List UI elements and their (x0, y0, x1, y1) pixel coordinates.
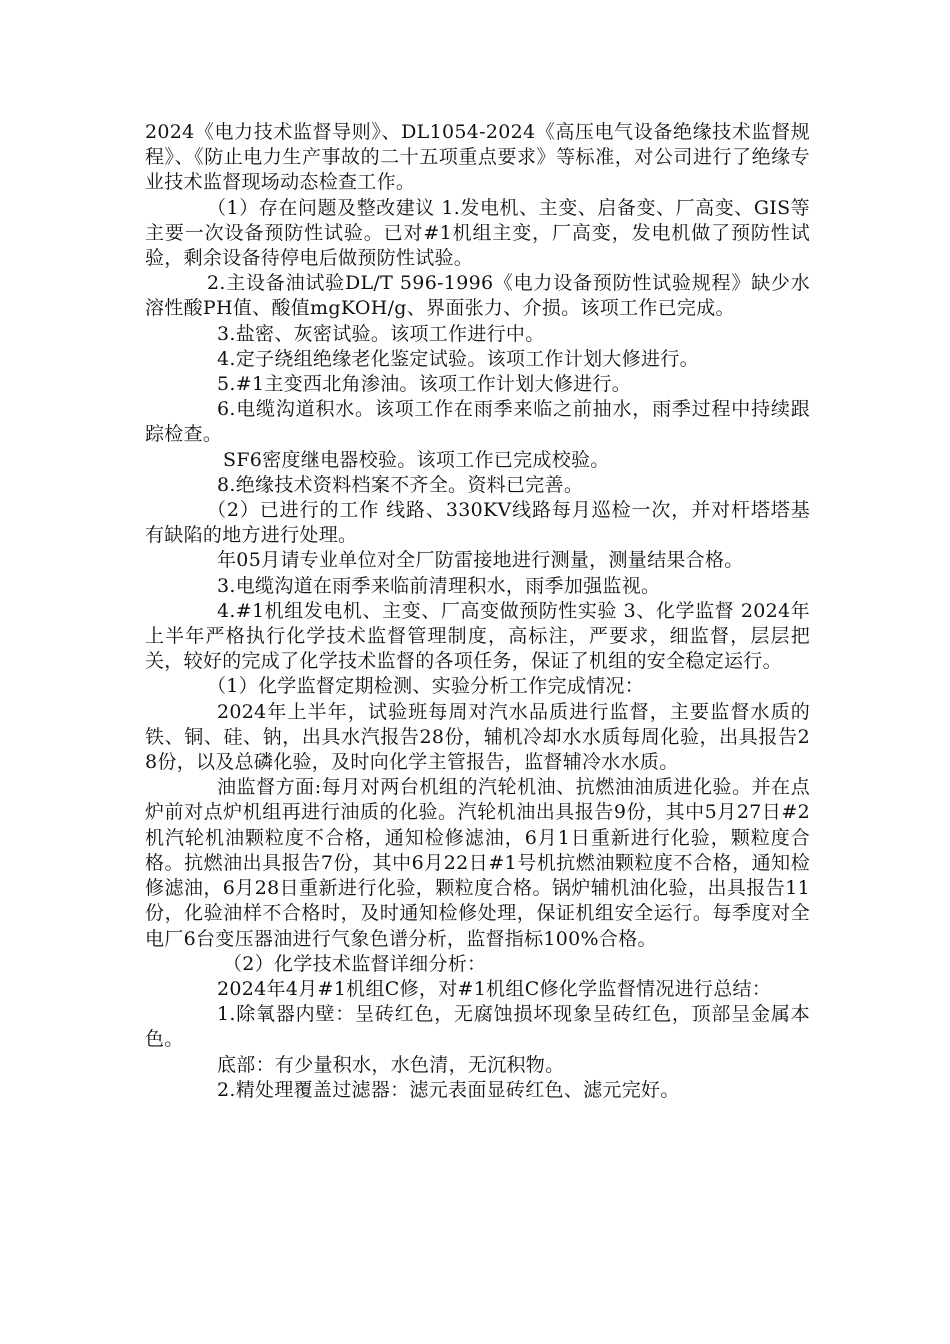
paragraph-oil-test: 2.主设备油试验DL/T 596-1996《电力设备预防性试验规程》缺少水溶性酸PH值、酸值mgKOH/g、界面张力、介损。该项工作已完成。 (145, 272, 810, 320)
paragraph-bottom-water: 底部：有少量积水，水色清，无沉积物。 (217, 1053, 565, 1076)
paragraph-sf6-relay: SF6密度继电器校验。该项工作已完成校验。 (223, 448, 610, 471)
paragraph-issues-suggestions: （1）存在问题及整改建议 1.发电机、主变、启备变、厂高变、GIS等主要一次设备预防性试验。已对#1机组主变，厂高变，发电机做了预防性试验，剩余设备待停电后做预防性试验。 (145, 196, 810, 270)
paragraph-c-overhaul-summary: 2024年4月#1机组C修，对#1机组C修化学监督情况进行总结： (217, 977, 772, 1000)
paragraph-water-quality: 2024年上半年，试验班每周对汽水品质进行监督，主要监督水质的铁、铜、硅、钠，出具水汽报告28份，辅机冷却水水质每周化验，出具报告28份，以及总磷化验，及时向化学主管报告，监督辅冷水水质。 (145, 700, 810, 774)
document-body (145, 120, 810, 1103)
paragraph-filter-element: 2.精处理覆盖过滤器：滤元表面显砖红色、滤元完好。 (217, 1078, 680, 1101)
paragraph-standards-intro: 2024《电力技术监督导则》、DL1054-2024《高压电气设备绝缘技术监督规程》、《防止电力生产事故的二十五项重点要求》等标准，对公司进行了绝缘专业技术监督现场动态检查工作。 (145, 121, 810, 194)
paragraph-insulation-records: 8.绝缘技术资料档案不齐全。资料已完善。 (217, 473, 584, 496)
paragraph-salt-density: 3.盐密、灰密试验。该项工作进行中。 (217, 322, 545, 345)
paragraph-transformer-leak: 5.#1主变西北角渗油。该项工作计划大修进行。 (217, 373, 632, 396)
paragraph-periodic-testing-heading: （1）化学监督定期检测、实验分析工作完成情况： (207, 675, 644, 698)
paragraph-chemical-supervision: 4.#1机组发电机、主变、厂高变做预防性实验 3、化学监督 2024年上半年严格执行化学技术监督管理制度，高标注，严要求，细监督，层层把关，较好的完成了化学技术监督的各项任务，保证了机组的安全稳定运行。 (145, 599, 810, 673)
paragraph-cable-trench: 6.电缆沟道积水。该项工作在雨季来临之前抽水，雨季过程中持续跟踪检查。 (145, 398, 810, 446)
paragraph-stator-winding: 4.定子绕组绝缘老化鉴定试验。该项工作计划大修进行。 (217, 347, 699, 370)
paragraph-deaerator-wall: 1.除氧器内壁：呈砖红色，无腐蚀损坏现象呈砖红色，顶部呈金属本色。 (145, 1003, 810, 1051)
paragraph-grounding-measurement: 年05月请专业单位对全厂防雷接地进行测量，测量结果合格。 (217, 549, 744, 572)
paragraph-detailed-analysis-heading: （2）化学技术监督详细分析： (223, 952, 487, 975)
paragraph-work-done: （2）已进行的工作 线路、330KV线路每月巡检一次，并对杆塔塔基有缺陷的地方进行处理。 (145, 499, 810, 547)
paragraph-oil-supervision: 油监督方面:每月对两台机组的汽轮机油、抗燃油油质进化验。并在点炉前对点炉机组再进行油质的化验。汽轮机油出具报告9份，其中5月27日#2机汽轮机油颗粒度不合格，通知检修滤油，6月1日重新进行化验，颗粒度合格。抗燃油出具报告7份，其中6月22日#1号机抗燃油颗粒度不合格，通知检修滤油，6月28日重新进行化验，颗粒度合格。锅炉辅机油化验，出具报告11份，化验油样不合格时，及时通知检修处理，保证机组安全运行。每季度对全电厂6台变压器油进行气象色谱分析，监督指标100%合格。 (145, 776, 810, 950)
paragraph-cable-trench-cleanup: 3.电缆沟道在雨季来临前清理积水，雨季加强监视。 (217, 574, 661, 597)
